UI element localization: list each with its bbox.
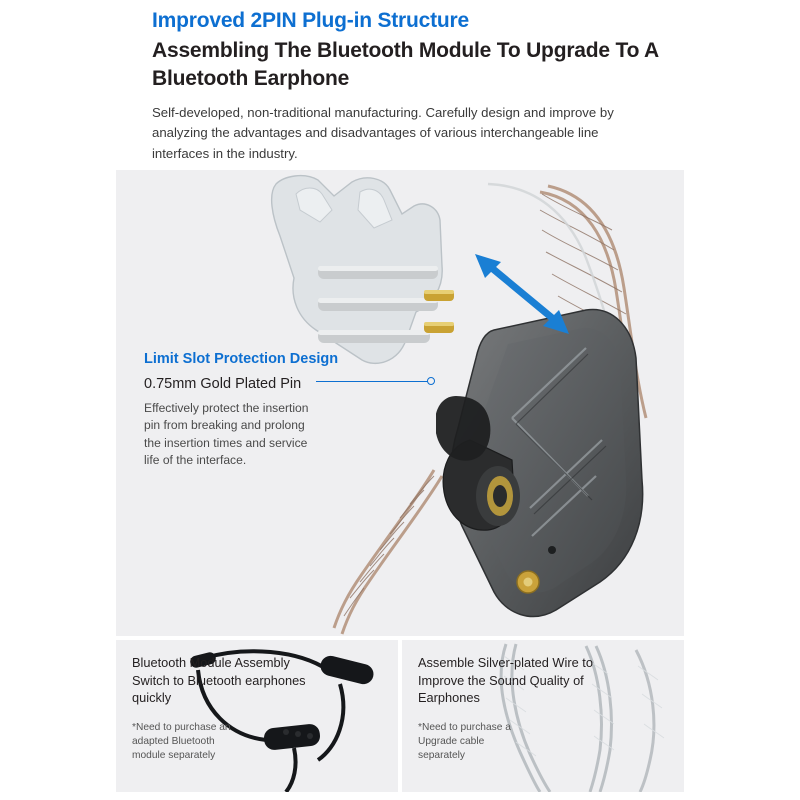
- double-arrow-icon: [471, 250, 581, 340]
- leader-dot: [427, 377, 435, 385]
- panel-text-block: [132, 654, 312, 762]
- bottom-panels: [116, 640, 684, 792]
- panel-silver-plated-wire: [402, 640, 684, 792]
- panel-bluetooth-module: [116, 640, 398, 792]
- callout-block: [144, 350, 344, 470]
- panel-text-block: [418, 654, 598, 762]
- earphone-shell-illustration: [436, 300, 636, 590]
- hero-illustration-panel: [116, 170, 684, 636]
- callout-body: Effectively protect the insertion pin from breaking and prolong the insertion times and service life of the interface.: [144, 400, 309, 468]
- page-eyebrow: Improved 2PIN Plug-in Structure: [152, 9, 470, 32]
- page-subtext: Self-developed, non-traditional manufacturing. Carefully design and improve by analyzing the advantages and disadvantages of various interchangeable line interfaces in the industry.: [152, 104, 614, 161]
- panel-title: Assemble Silver-plated Wire to Improve the Sound Quality of Earphones: [418, 655, 593, 706]
- panel-note: *Need to purchase a Upgrade cable separately: [418, 721, 511, 761]
- callout-subtitle: 0.75mm Gold Plated Pin: [144, 375, 302, 392]
- hero-artwork: [116, 170, 684, 636]
- callout-title: Limit Slot Protection Design: [144, 351, 339, 367]
- page-title: Assembling The Bluetooth Module To Upgrade To A Bluetooth Earphone: [152, 39, 659, 90]
- header-block: [152, 8, 672, 164]
- panel-note: *Need to purchase an adapted Bluetooth module separately: [132, 721, 231, 761]
- panel-title: Bluetooth Module Assembly Switch to Bluetooth earphones quickly: [132, 655, 306, 706]
